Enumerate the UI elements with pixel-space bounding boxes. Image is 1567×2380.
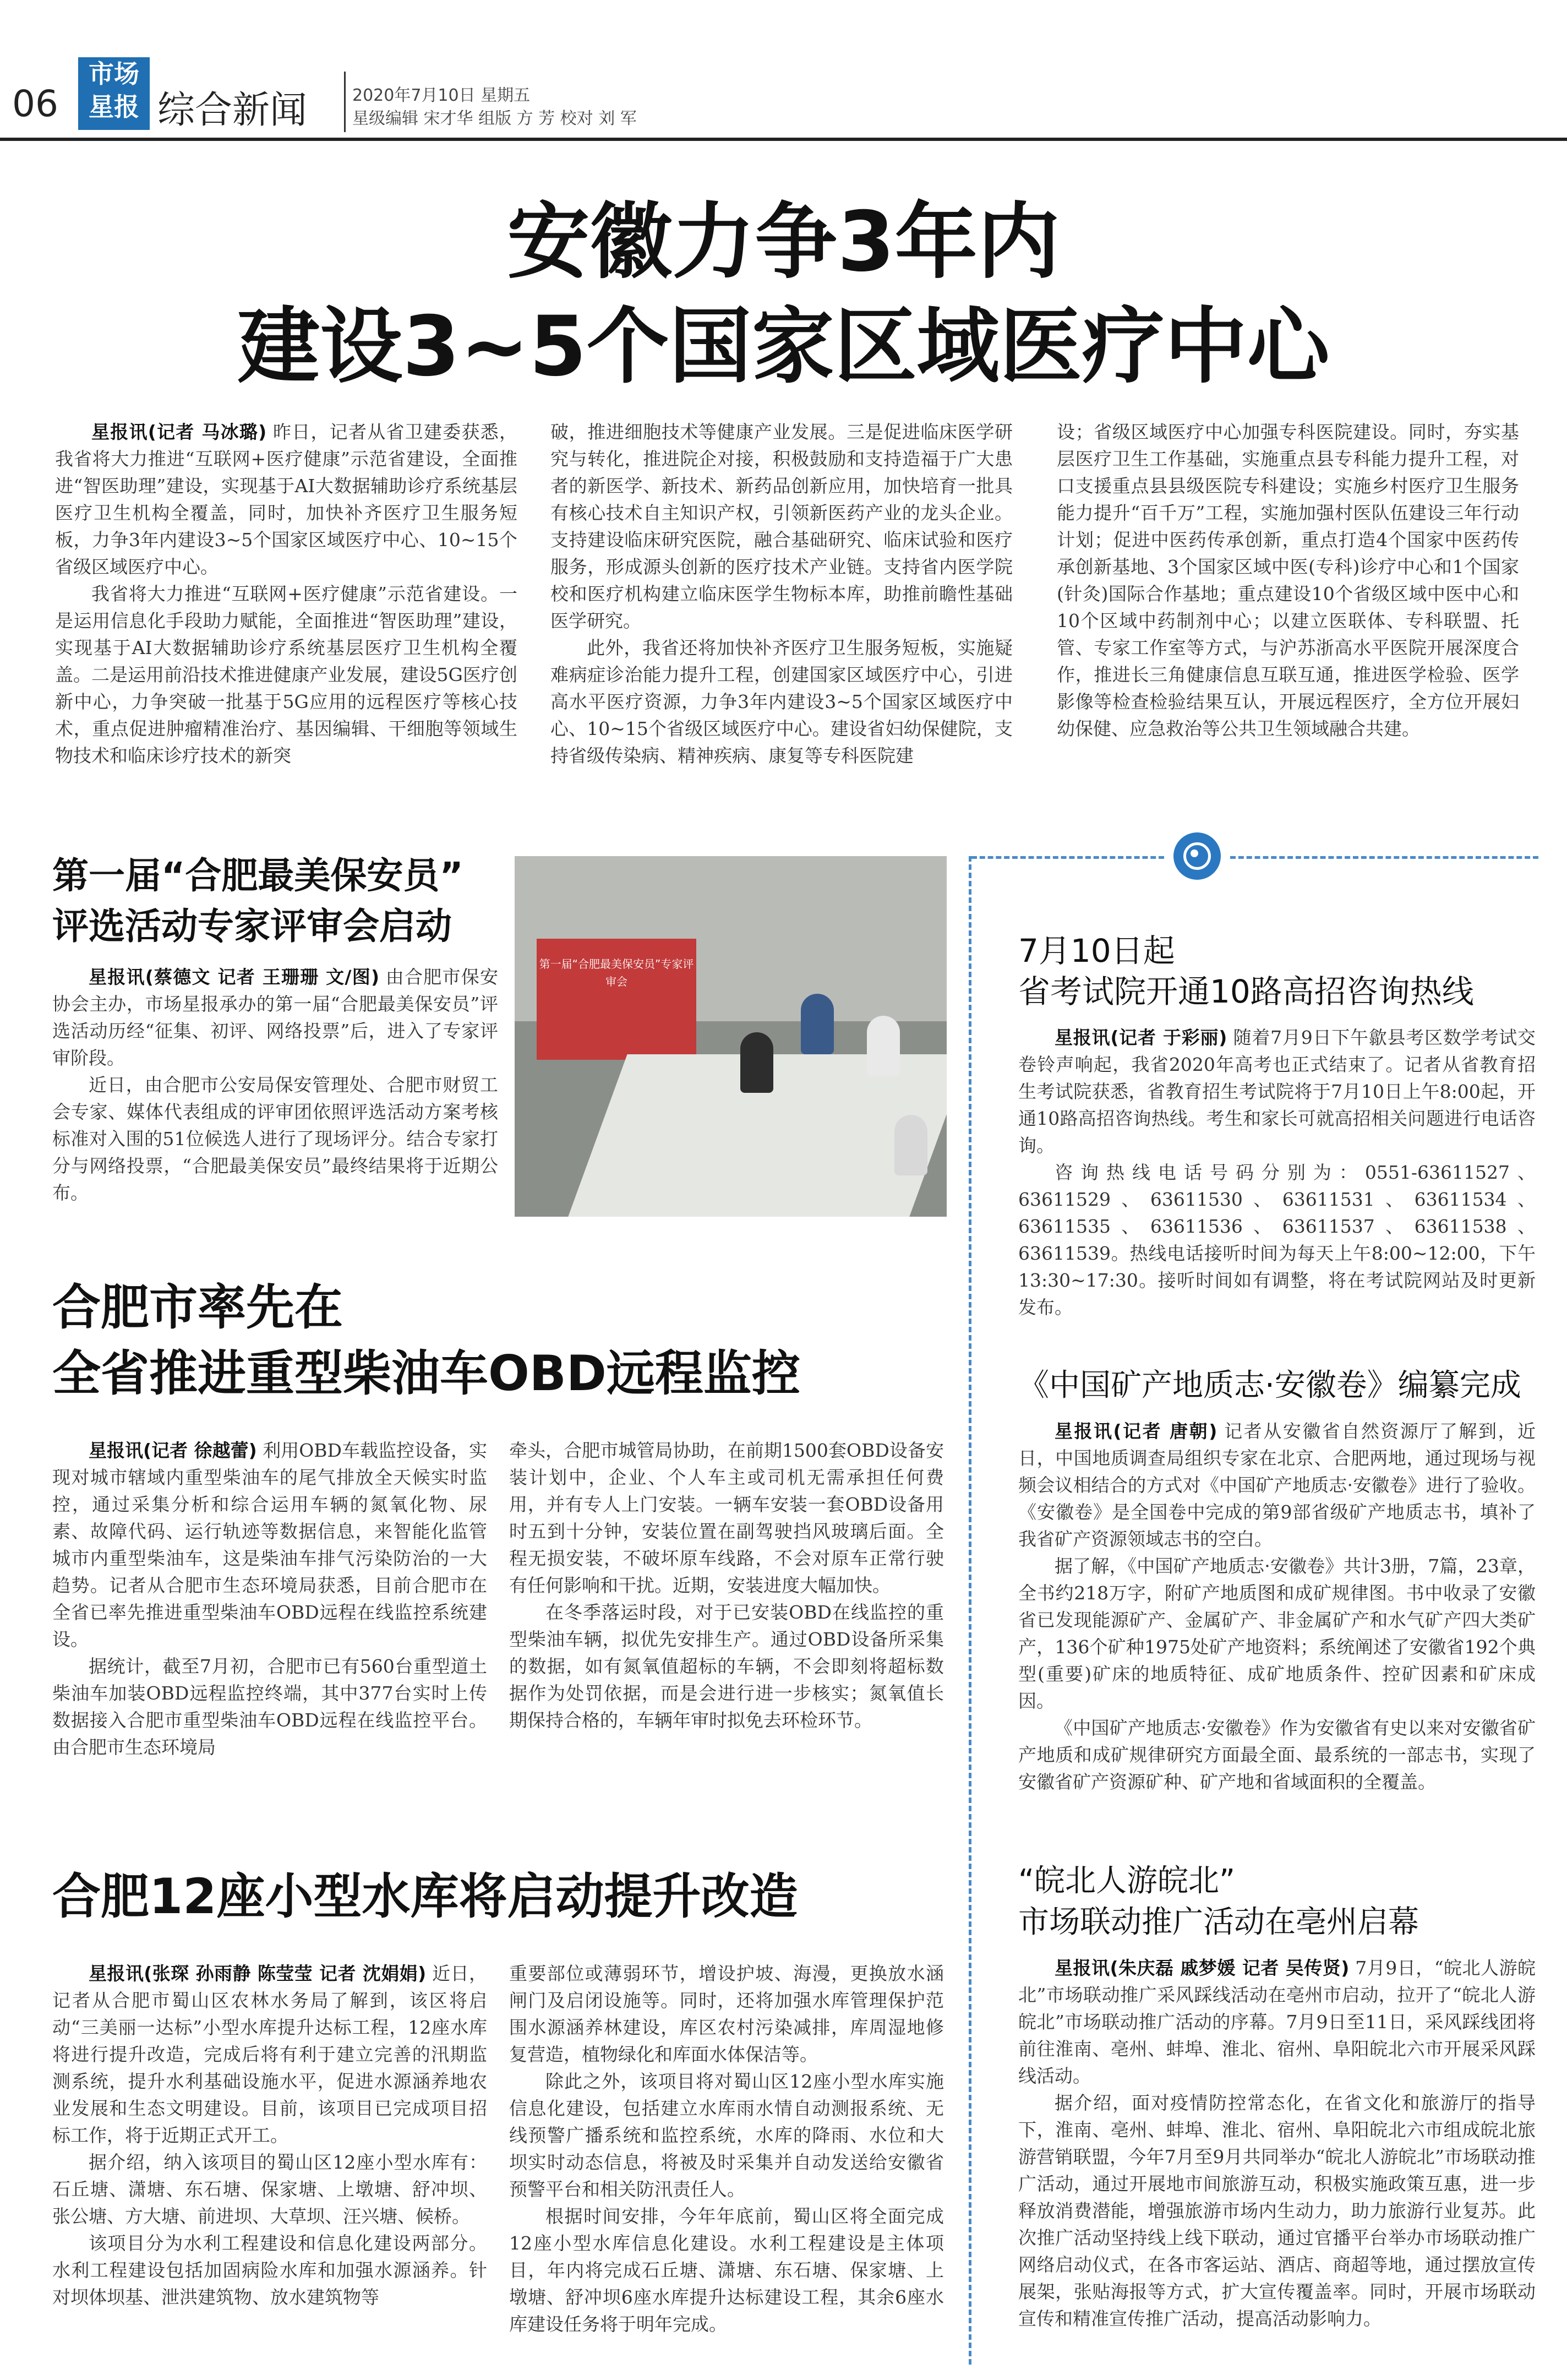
security-article-title-line2: 评选活动专家评审会启动 (52, 905, 452, 947)
obd-article-text: 在冬季落运时段，对于已安装OBD在线监控的重型柴油车辆，拟优先安排生产。通过OBD设备所采集的数据，如有氮氧值超标的车辆，不会即刻将超标数据作为处罚依据，而是会进行进一步核实；氮氧值长期保持合格的，车辆年审时拟免去环检环节。 (509, 1602, 944, 1731)
security-article-byline: 星报讯(蔡德文 记者 王珊珊 文/图) (89, 966, 380, 988)
obd-article-title-line1: 合肥市率先在 (52, 1279, 343, 1336)
main-article-byline: 星报讯(记者 马冰璐) (91, 421, 267, 443)
meeting-attendee (894, 1115, 927, 1175)
header-divider (344, 72, 346, 132)
obd-article-text: 利用OBD车载监控设备，实现对城市辖域内重型柴油车的尾气排放全天候实时监控，通过采集分析和综合运用车辆的氮氧化物、尿素、故障代码、运行轨迹等数据信息，来智能化监管城市内重型柴油车，这是柴油车排气污染防治的一大趋势。记者从合肥市生态环境局获悉，目前合肥市在全省已率先推进重型柴油车OBD远程在线监控系统建设。 (52, 1440, 487, 1650)
hotline-body (1018, 1024, 1536, 1349)
obd-article-col1 (52, 1437, 487, 1839)
reservoir-article-text: 该项目分为水利工程建设和信息化建设两部分。水利工程建设包括加固病险水库和加强水源涵养。针对坝体坝基、泄洪建筑物、放水建筑物等 (52, 2232, 487, 2308)
issue-date: 2020年7月10日 星期五 (352, 86, 531, 105)
obd-article-byline: 星报讯(记者 徐越蕾) (89, 1440, 257, 1461)
meeting-attendee (740, 1032, 773, 1093)
header-rule (0, 138, 1567, 141)
sidebar-dashed-top-right (1230, 856, 1538, 859)
mineral-text: 《中国矿产地质志·安徽卷》作为安徽省有史以来对安徽省矿产地质和成矿规律研究方面最全面、最系统的一部志书，实现了安徽省矿产资源矿种、矿产地和省域面积的全覆盖。 (1018, 1717, 1536, 1793)
main-article-text: 我省将大力推进“互联网+医疗健康”示范省建设。一是运用信息化手段助力赋能，全面推进“智医助理”建设，实现基于AI大数据辅助诊疗系统基层医疗卫生机构全覆盖。二是运用前沿技术推进健康产业发展，建设5G医疗创新中心，力争突破一批基于5G应用的远程医疗等核心技术，重点促进肿瘤精准治疗、基因编辑、干细胞等领域生物技术和临床诊疗技术的新突 (55, 583, 517, 766)
obd-article-text: 牵头，合肥市城管局协助，在前期1500套OBD设备安装计划中，企业、个人车主或司机无需承担任何费用，并有专人上门安装。一辆车安装一套OBD设备用时五到十分钟，安装位置在副驾驶挡风玻璃后面。全程无损安装，不破坏原车线路，不会对原车正常行驶有任何影响和干扰。近期，安装进度大幅加快。 (509, 1440, 944, 1596)
security-article-body (52, 963, 498, 1222)
main-article-text: 设；省级区域医疗中心加强专科医院建设。同时，夯实基层医疗卫生工作基础，实施重点县专科能力提升工程，对口支援重点县县级医院专科建设；实施乡村医疗卫生服务能力提升“百千万”工程，实施加强村医队伍建设三年行动计划；促进中医药传承创新，重点打造4个国家中医药传承创新基地、3个国家区域中医(专科)诊疗中心和1个国家(针灸)国际合作基地；重点建设10个省级区域中医中心和10个区域中药制剂中心；以建立医联体、专科联盟、托管、专家工作室等方式，与沪苏浙高水平医院开展深度合作，推进长三角健康信息互联互通，推进医学检验、医学影像等检查检验结果互认，开展远程医疗，全方位开展妇幼保健、应急救治等公共卫生领域融合共建。 (1057, 421, 1519, 739)
security-article-text: 近日，由合肥市公安局保安管理处、合肥市财贸工会专家、媒体代表组成的评审团依照评选活动方案考核标准对入围的51位候选人进行了现场评分。结合专家打分与网络投票，“合肥最美保安员”最终结果将于近期公布。 (52, 1074, 498, 1203)
reservoir-article-text: 根据时间安排，今年年底前，蜀山区将全面完成12座小型水库信息化建设。水利工程建设是主体项目，年内将完成石丘塘、潇塘、东石塘、保家塘、上墩塘、舒冲坝6座水库提升达标建设工程，其余6座水库建设任务将于明年完成。 (509, 2205, 944, 2335)
security-article-text: 由合肥市保安协会主办，市场星报承办的第一届“合肥最美保安员”评选活动历经“征集、初评、网络投票”后，进入了专家评审阶段。 (52, 966, 498, 1069)
meeting-attendee (801, 994, 834, 1054)
reservoir-article-text: 重要部位或薄弱环节，增设护坡、海漫，更换放水涵闸门及启闭设施等。同时，还将加强水库管理保护范围水源涵养林建设，库区农村污染减排，库周湿地修复营造，植物绿化和库面水体保洁等。 (509, 1963, 944, 2065)
tourism-text: 7月9日，“皖北人游皖北”市场联动推广采风踩线活动在亳州市启动，拉开了“皖北人游皖北”市场联动推广活动的序幕。7月9日至11日，采风踩线团将前往淮南、亳州、蚌埠、淮北、宿州、阜阳皖北六市开展采风踩线活动。 (1018, 1957, 1536, 2087)
newspaper-logo (78, 57, 150, 130)
logo-text-top: 市场 (89, 59, 139, 89)
hotline-text: 咨询热线电话号码分别为：0551-63611527、63611529、63611530、63611531、63611534、63611535、63611536、63611537、63611538、63611539。热线电话接听时间为每天上午8:00~12:00，下午13:30~17:30。接听时间如有调整，将在考试院网站及时更新发布。 (1018, 1162, 1536, 1318)
reservoir-article-text: 据介绍，纳入该项目的蜀山区12座小型水库有：石丘塘、潇塘、东石塘、保家塘、上墩塘、舒冲坝、张公塘、方大塘、前进坝、大草坝、汪兴塘、候桥。 (52, 2152, 487, 2227)
projection-screen: 第一届“合肥最美保安员”专家评审会 (537, 939, 696, 1060)
main-article-col1 (55, 418, 517, 815)
mineral-body (1018, 1418, 1536, 1847)
editor-credits: 星级编辑 宋才华 组版 方 芳 校对 刘 军 (352, 109, 637, 128)
mineral-title: 《中国矿产地质志·安徽卷》编纂完成 (1018, 1368, 1521, 1403)
tourism-title-line1: “皖北人游皖北” (1018, 1863, 1236, 1899)
sidebar-dashed-top-left (971, 856, 1164, 859)
security-article-title-line1: 第一届“合肥最美保安员” (52, 854, 463, 897)
reservoir-article-col1 (52, 1960, 487, 2356)
main-headline-line1: 安徽力争3年内 (507, 194, 1060, 290)
page-number: 06 (12, 83, 58, 125)
sidebar-dashed-border (969, 856, 971, 2365)
target-icon (1173, 832, 1221, 880)
tourism-title-line2: 市场联动推广活动在亳州启幕 (1018, 1904, 1419, 1940)
reservoir-article-title: 合肥12座小型水库将启动提升改造 (52, 1868, 798, 1925)
reservoir-article-byline: 星报讯(张琛 孙雨静 陈莹莹 记者 沈娟娟) (89, 1963, 427, 1984)
mineral-text: 记者从安徽省自然资源厅了解到，近日，中国地质调查局组织专家在北京、合肥两地，通过现场与视频会议相结合的方式对《中国矿产地质志·安徽卷》进行了验收。《安徽卷》是全国卷中完成的第9部省级矿产地质志书，填补了我省矿产资源领域志书的空白。 (1018, 1420, 1536, 1550)
main-article-text: 此外，我省还将加快补齐医疗卫生服务短板，实施疑难病症诊治能力提升工程，创建国家区域医疗中心，引进高水平医疗资源，力争3年内建设3~5个国家区域医疗中心、10~15个省级区域医疗中心。建设省妇幼保健院，支持省级传染病、精神疾病、康复等专科医院建 (550, 637, 1013, 766)
obd-article-title-line2: 全省推进重型柴油车OBD远程监控 (52, 1345, 800, 1402)
obd-article-text: 据统计，截至7月初，合肥市已有560台重型道土柴油车加装OBD远程监控终端，其中377台实时上传数据接入合肥市重型柴油车OBD远程在线监控平台。由合肥市生态环境局 (52, 1655, 487, 1758)
obd-article-col2 (509, 1437, 944, 1839)
main-article-text: 破，推进细胞技术等健康产业发展。三是促进临床医学研究与转化，推进院企对接，积极鼓励和支持造福于广大患者的新医学、新技术、新药品创新应用，加快培育一批具有核心技术自主知识产权，引领新医药产业的龙头企业。支持建设临床研究医院，融合基础研究、临床试验和医疗服务，形成源头创新的医疗技术产业链。支持省内医学院校和医疗机构建立临床医学生物标本库，助推前瞻性基础医学研究。 (550, 421, 1013, 631)
hotline-title-line1: 7月10日起 (1018, 932, 1175, 970)
review-meeting-photo (515, 856, 947, 1217)
hotline-text: 随着7月9日下午歙县考区数学考试交卷铃声响起，我省2020年高考也正式结束了。记者从省教育招生考试院获悉，省教育招生考试院将于7月10日上午8:00起，开通10路高招咨询热线。考生和家长可就高招相关问题进行电话咨询。 (1018, 1027, 1536, 1156)
mineral-byline: 星报讯(记者 唐朝) (1055, 1420, 1217, 1442)
reservoir-article-text: 近日，记者从合肥市蜀山区农林水务局了解到，该区将启动“三美丽一达标”小型水库提升达标工程，12座水库将进行提升改造，完成后将有利于建立完善的汛期监测系统，提升水利基础设施水平，促进水源涵养地农业发展和生态文明建设。目前，该项目已完成项目招标工作，将于近期正式开工。 (52, 1963, 487, 2146)
meeting-attendee (867, 1016, 900, 1076)
section-name: 综合新闻 (157, 89, 308, 132)
tourism-byline: 星报讯(朱庆磊 戚梦媛 记者 吴传贤) (1055, 1957, 1350, 1979)
mineral-text: 据了解，《中国矿产地质志·安徽卷》共计3册，7篇，23章，全书约218万字，附矿产地质图和成矿规律图。书中收录了安徽省已发现能源矿产、金属矿产、非金属矿产和水气矿产四大类矿产，136个矿种1975处矿产地资料；系统阐述了安徽省192个典型(重要)矿床的地质特征、成矿地质条件、控矿因素和矿床成因。 (1018, 1555, 1536, 1712)
reservoir-article-col2 (509, 1960, 944, 2356)
main-article-col3 (1057, 418, 1519, 815)
main-article-text: 昨日，记者从省卫建委获悉，我省将大力推进“互联网+医疗健康”示范省建设，全面推进“智医助理”建设，实现基于AI大数据辅助诊疗系统基层医疗卫生机构全覆盖，同时，加快补齐医疗卫生服务短板，力争3年内建设3~5个国家区域医疗中心、10~15个省级区域医疗中心。 (55, 421, 517, 578)
tourism-body (1018, 1954, 1536, 2356)
reservoir-article-text: 除此之外，该项目将对蜀山区12座小型水库实施信息化建设，包括建立水库雨水情自动测报系统、无线预警广播系统和监控系统，水库的降雨、水位和大坝实时动态信息，将被及时采集并自动发送给安徽省预警平台和相关防汛责任人。 (509, 2071, 944, 2200)
hotline-byline: 星报讯(记者 于彩丽) (1055, 1027, 1227, 1048)
tourism-text: 据介绍，面对疫情防控常态化，在省文化和旅游厅的指导下，淮南、亳州、蚌埠、淮北、宿州、阜阳皖北六市组成皖北旅游营销联盟，今年7月至9月共同举办“皖北人游皖北”市场联动推广活动，通过开展地市间旅游互动，积极实施政策互惠，进一步释放消费潜能，增强旅游市场内生动力，助力旅游行业复苏。此次推广活动坚持线上线下联动，通过官播平台举办市场联动推广网络启动仪式，在各市客运站、酒店、商超等地，通过摆放宣传展架，张贴海报等方式，扩大宣传覆盖率。同时，开展市场联动宣传和精准宣传推广活动，提高活动影响力。 (1018, 2092, 1536, 2329)
hotline-title-line2: 省考试院开通10路高招咨询热线 (1018, 973, 1474, 1010)
logo-text-bottom: 星报 (89, 92, 139, 122)
main-headline-line2: 建设3~5个国家区域医疗中心 (237, 299, 1330, 395)
main-article-col2 (550, 418, 1013, 815)
